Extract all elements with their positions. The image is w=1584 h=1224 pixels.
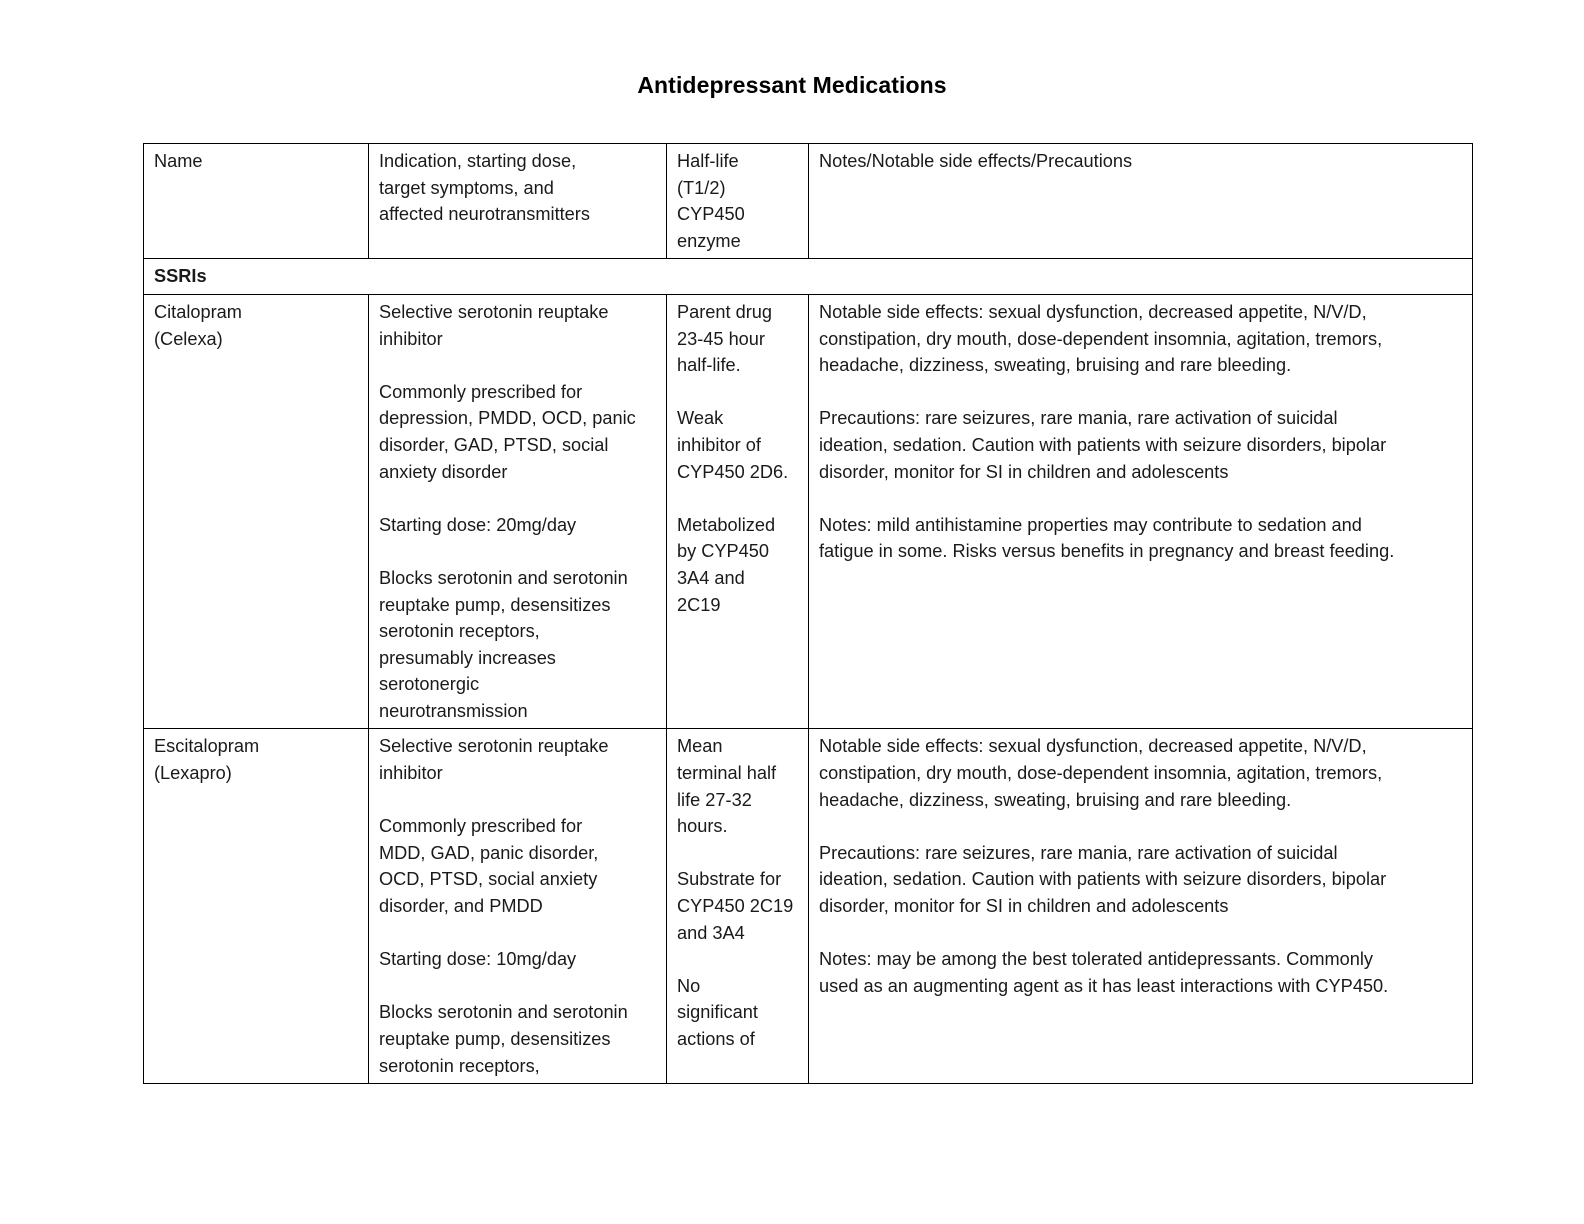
notes-line: Notable side effects: sexual dysfunction, decreased appetite, N/V/D, <box>819 736 1367 757</box>
halflife-line: and 3A4 <box>677 922 745 943</box>
paragraph-gap <box>819 920 1462 947</box>
header-halflife-line: CYP450 <box>677 204 745 225</box>
indication-line: disorder, GAD, PTSD, social <box>379 434 609 455</box>
header-notes: Notes/Notable side effects/Precautions <box>809 144 1473 259</box>
notes-line: fatigue in some. Risks versus benefits in pregnancy and breast feeding. <box>819 541 1395 562</box>
paragraph-gap <box>677 485 798 512</box>
drug-indication <box>369 294 667 729</box>
halflife-line: life 27-32 <box>677 789 752 810</box>
drug-name <box>144 294 369 729</box>
drug-halflife <box>667 729 809 1084</box>
notes-line: Notable side effects: sexual dysfunction, decreased appetite, N/V/D, <box>819 301 1367 322</box>
halflife-line: significant <box>677 1002 758 1023</box>
halflife-line: hours. <box>677 816 728 837</box>
halflife-line: CYP450 2D6. <box>677 461 789 482</box>
indication-line: reuptake pump, desensitizes <box>379 1029 611 1049</box>
indication-line: serotonergic <box>379 674 480 695</box>
drug-name-line: (Lexapro) <box>154 763 232 784</box>
indication-line: Selective serotonin reuptake <box>379 301 609 322</box>
drug-notes <box>809 294 1473 729</box>
paragraph-gap <box>379 787 656 814</box>
notes-line: used as an augmenting agent as it has least interactions with CYP450. <box>819 975 1389 996</box>
paragraph-gap <box>677 840 798 867</box>
indication-line: disorder, and PMDD <box>379 896 543 917</box>
indication-line: Starting dose: 20mg/day <box>379 514 577 535</box>
header-halflife-line: enzyme <box>677 230 741 251</box>
indication-line: OCD, PTSD, social anxiety <box>379 869 598 890</box>
halflife-line: Metabolized <box>677 514 776 535</box>
drug-row <box>144 294 1473 729</box>
drug-name-line: Citalopram <box>154 301 242 322</box>
indication-line: depression, PMDD, OCD, panic <box>379 408 636 429</box>
drug-indication <box>369 729 667 1084</box>
halflife-line: 2C19 <box>677 594 721 615</box>
paragraph-gap <box>379 485 656 512</box>
indication-line: MDD, GAD, panic disorder, <box>379 842 599 863</box>
header-indication-line: target symptoms, and <box>379 177 554 198</box>
indication-line: Commonly prescribed for <box>379 816 583 837</box>
paragraph-gap <box>379 973 656 1000</box>
halflife-line: actions of <box>677 1029 755 1049</box>
header-halflife-line: Half-life <box>677 151 739 171</box>
header-indication-line: Indication, starting dose, <box>379 151 577 171</box>
indication-line: Starting dose: 10mg/day <box>379 949 577 970</box>
halflife-line: 23-45 hour <box>677 328 765 349</box>
indication-line: presumably increases <box>379 647 556 668</box>
notes-line: constipation, dry mouth, dose-dependent insomnia, agitation, tremors, <box>819 763 1383 784</box>
notes-line: ideation, sedation. Caution with patients with seizure disorders, bipolar <box>819 434 1387 455</box>
header-indication-line: affected neurotransmitters <box>379 204 590 225</box>
medication-table <box>143 143 1473 1084</box>
notes-line: Precautions: rare seizures, rare mania, rare activation of suicidal <box>819 408 1338 429</box>
header-halflife <box>667 144 809 259</box>
paragraph-gap <box>379 538 656 565</box>
notes-line: ideation, sedation. Caution with patients with seizure disorders, bipolar <box>819 869 1387 890</box>
paragraph-gap <box>379 920 656 947</box>
drug-name <box>144 729 369 1084</box>
notes-line: disorder, monitor for SI in children and adolescents <box>819 896 1229 917</box>
indication-line: neurotransmission <box>379 700 528 721</box>
paragraph-gap <box>379 352 656 379</box>
paragraph-gap <box>819 379 1462 406</box>
indication-line: inhibitor <box>379 763 443 784</box>
header-indication <box>369 144 667 259</box>
drug-row <box>144 729 1473 1084</box>
indication-line: serotonin receptors, <box>379 1055 540 1076</box>
halflife-line: CYP450 2C19 <box>677 896 794 917</box>
drug-halflife <box>667 294 809 729</box>
indication-line: anxiety disorder <box>379 461 508 482</box>
notes-line: headache, dizziness, sweating, bruising and rare bleeding. <box>819 789 1292 810</box>
halflife-line: terminal half <box>677 763 777 784</box>
halflife-line: Mean <box>677 736 723 757</box>
page-title: Antidepressant Medications <box>637 72 947 98</box>
indication-line: Blocks serotonin and serotonin <box>379 1002 628 1023</box>
section-row <box>144 259 1473 295</box>
halflife-line: inhibitor of <box>677 434 761 455</box>
halflife-line: Weak <box>677 408 724 429</box>
drug-name-line: (Celexa) <box>154 328 223 349</box>
halflife-line: Substrate for <box>677 869 782 890</box>
notes-line: constipation, dry mouth, dose-dependent insomnia, agitation, tremors, <box>819 328 1383 349</box>
header-halflife-line: (T1/2) <box>677 177 726 198</box>
paragraph-gap <box>819 813 1462 840</box>
halflife-line: 3A4 and <box>677 567 745 588</box>
notes-line: Notes: may be among the best tolerated antidepressants. Commonly <box>819 949 1373 970</box>
drug-name-line: Escitalopram <box>154 736 260 757</box>
halflife-line: half-life. <box>677 355 741 376</box>
paragraph-gap <box>677 946 798 973</box>
indication-line: serotonin receptors, <box>379 621 540 642</box>
paragraph-gap <box>677 379 798 406</box>
halflife-line: No <box>677 975 701 996</box>
notes-line: headache, dizziness, sweating, bruising and rare bleeding. <box>819 355 1292 376</box>
header-row <box>144 144 1473 259</box>
indication-line: Blocks serotonin and serotonin <box>379 567 628 588</box>
header-name: Name <box>144 144 369 259</box>
notes-line: disorder, monitor for SI in children and adolescents <box>819 461 1229 482</box>
indication-line: Commonly prescribed for <box>379 381 583 402</box>
section-label: SSRIs <box>144 259 1473 295</box>
paragraph-gap <box>819 485 1462 512</box>
indication-line: reuptake pump, desensitizes <box>379 594 611 615</box>
indication-line: inhibitor <box>379 328 443 349</box>
drug-notes <box>809 729 1473 1084</box>
halflife-line: by CYP450 <box>677 541 770 562</box>
notes-line: Notes: mild antihistamine properties may contribute to sedation and <box>819 514 1362 535</box>
halflife-line: Parent drug <box>677 301 773 322</box>
indication-line: Selective serotonin reuptake <box>379 736 609 757</box>
notes-line: Precautions: rare seizures, rare mania, rare activation of suicidal <box>819 842 1338 863</box>
